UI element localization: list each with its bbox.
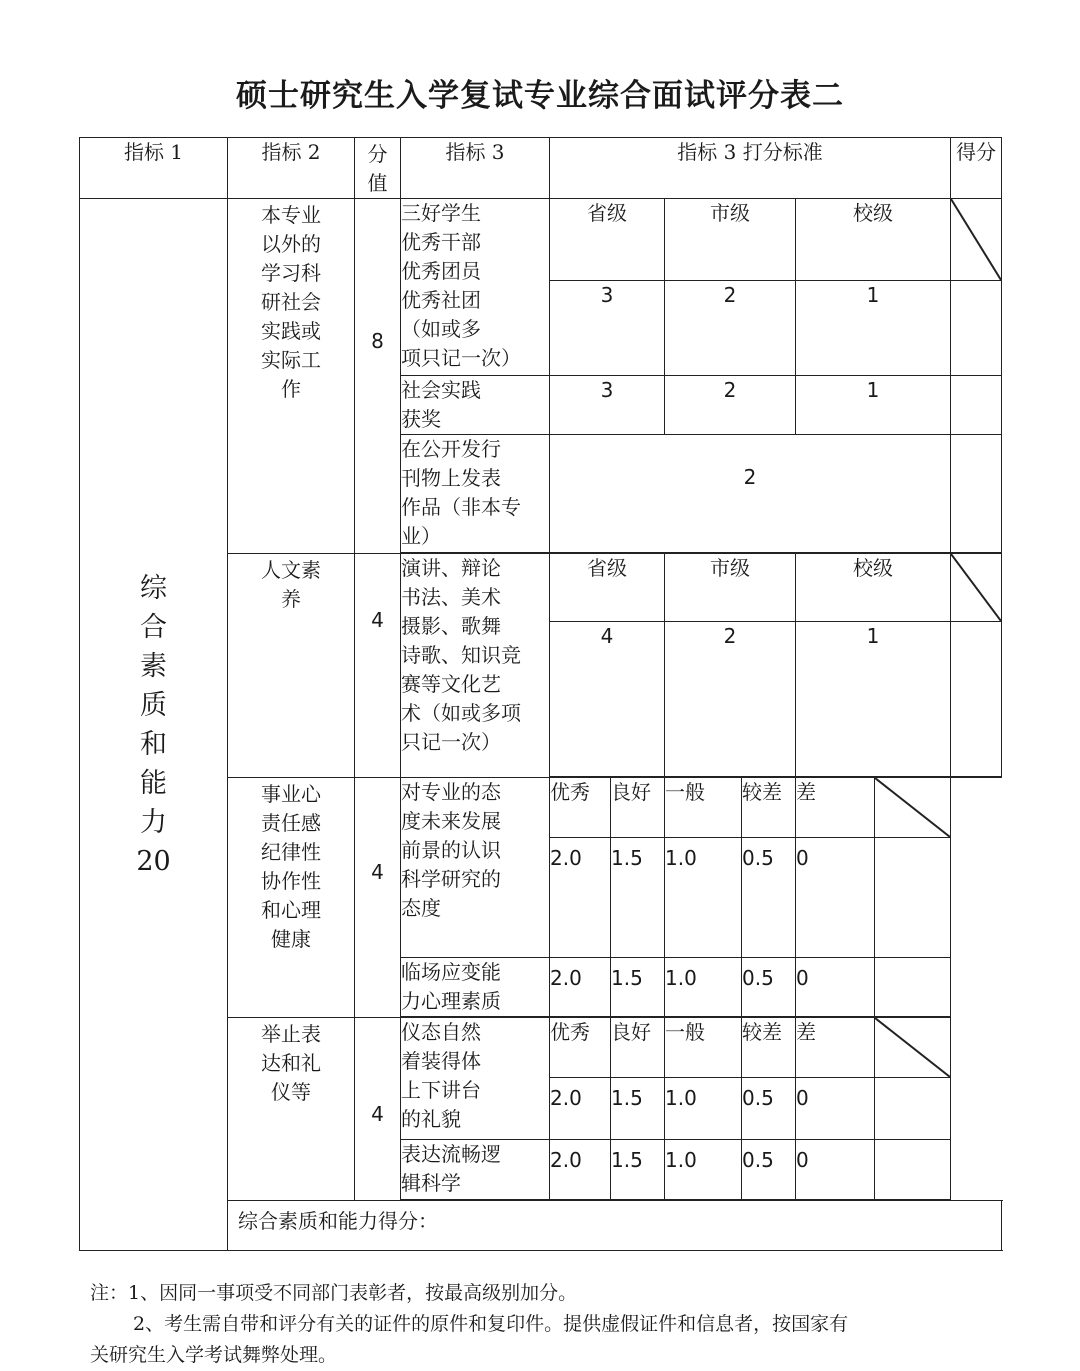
score-input-cell[interactable] xyxy=(951,376,1002,435)
score-input-cell[interactable] xyxy=(951,622,1002,777)
grade-poor: 较差 xyxy=(742,1018,796,1078)
diagonal-cell xyxy=(875,1018,951,1078)
header-index1: 指标 1 xyxy=(80,138,228,199)
header-score-line2: 值 xyxy=(367,171,388,195)
grade-value: 0.5 xyxy=(742,838,796,958)
note-line-3: 关研究生入学考试舞弊处理。 xyxy=(90,1344,338,1366)
diagonal-line-icon xyxy=(951,554,1001,621)
grade-value: 0 xyxy=(796,1078,875,1140)
section-label-cell xyxy=(80,199,228,1251)
grade-average: 一般 xyxy=(665,1018,742,1078)
table-row xyxy=(80,199,1002,281)
diagonal-cell xyxy=(951,199,1002,281)
grade-value: 0 xyxy=(796,838,875,958)
g1-item2-points-provincial: 3 xyxy=(550,376,665,435)
page-title: 硕士研究生入学复试专业综合面试评分表二 xyxy=(236,78,844,114)
score-input-cell[interactable] xyxy=(951,281,1002,376)
section-label: 综 合 素 质 和 能 力 20 xyxy=(136,572,171,877)
grade-excellent: 优秀 xyxy=(550,778,611,838)
g3-score-value: 4 xyxy=(355,778,401,1018)
grade-value: 1.0 xyxy=(665,1140,742,1200)
header-index3: 指标 3 xyxy=(401,138,550,199)
grade-value: 0 xyxy=(796,1140,875,1200)
header-score-line1: 分 xyxy=(367,142,388,166)
grade-value: 0.5 xyxy=(742,958,796,1017)
diagonal-line-icon xyxy=(875,778,950,837)
score-input-cell[interactable] xyxy=(951,435,1002,553)
grade-excellent: 优秀 xyxy=(550,1018,611,1078)
level-city: 市级 xyxy=(665,554,796,622)
grade-value: 1.5 xyxy=(611,1140,665,1200)
grade-bad: 差 xyxy=(796,778,875,838)
grade-poor: 较差 xyxy=(742,778,796,838)
notes xyxy=(90,1278,1010,1371)
g2-points-city: 2 xyxy=(665,622,796,777)
score-input-cell[interactable] xyxy=(875,958,951,1017)
level-school: 校级 xyxy=(796,554,951,622)
g1-item1: 三好学生 优秀干部 优秀团员 优秀社团 （如或多 项只记一次） xyxy=(401,199,550,376)
diagonal-line-icon xyxy=(951,199,1001,280)
g1-item1-points-city: 2 xyxy=(665,281,796,376)
grade-value: 0 xyxy=(796,958,875,1017)
grade-value: 1.0 xyxy=(665,958,742,1017)
grade-average: 一般 xyxy=(665,778,742,838)
level-provincial: 省级 xyxy=(550,199,665,281)
grade-value: 2.0 xyxy=(550,1140,611,1200)
score-input-cell[interactable] xyxy=(875,1078,951,1140)
level-school: 校级 xyxy=(796,199,951,281)
g2-points-provincial: 4 xyxy=(550,622,665,777)
g1-item3: 在公开发行 刊物上发表 作品（非本专 业） xyxy=(401,435,550,553)
note-line-2: 2、考生需自带和评分有关的证件的原件和复印件。提供虚假证件和信息者，按国家有 xyxy=(133,1313,849,1335)
g2-score-value: 4 xyxy=(355,554,401,778)
score-input-cell[interactable] xyxy=(875,838,951,958)
header-criteria: 指标 3 打分标准 xyxy=(550,138,951,199)
level-provincial: 省级 xyxy=(550,554,665,622)
grade-value: 1.5 xyxy=(611,958,665,1017)
g4-score-value: 4 xyxy=(355,1018,401,1201)
header-score-value xyxy=(355,138,401,199)
grade-value: 1.0 xyxy=(665,838,742,958)
scoring-table xyxy=(79,137,1002,1251)
g2-name: 人文素 养 xyxy=(228,554,355,778)
grade-good: 良好 xyxy=(611,1018,665,1078)
g1-item1-points-provincial: 3 xyxy=(550,281,665,376)
diagonal-cell xyxy=(951,554,1002,622)
header-row xyxy=(80,138,1002,199)
grade-value: 1.0 xyxy=(665,1078,742,1140)
g2-points-school: 1 xyxy=(796,622,951,777)
grade-value: 2.0 xyxy=(550,958,611,1017)
level-city: 市级 xyxy=(665,199,796,281)
g1-item1-points-school: 1 xyxy=(796,281,951,376)
diagonal-line-icon xyxy=(875,1018,950,1077)
score-input-cell[interactable] xyxy=(875,1140,951,1200)
note-line-1: 注：1、因同一事项受不同部门表彰者，按最高级别加分。 xyxy=(90,1282,578,1304)
header-index2: 指标 2 xyxy=(228,138,355,199)
grade-value: 0.5 xyxy=(742,1140,796,1200)
g2-item: 演讲、辩论 书法、美术 摄影、歌舞 诗歌、知识竞 赛等文化艺 术（如或多项 只记一次） xyxy=(401,554,550,778)
g1-item2-points-school: 1 xyxy=(796,376,951,435)
g1-score-value: 8 xyxy=(355,199,401,554)
g3-item2: 临场应变能 力心理素质 xyxy=(401,958,550,1017)
g4-name: 举止表 达和礼 仪等 xyxy=(228,1018,355,1201)
g1-item3-points: 2 xyxy=(550,435,951,553)
g1-item2: 社会实践 获奖 xyxy=(401,376,550,435)
grade-good: 良好 xyxy=(611,778,665,838)
grade-value: 2.0 xyxy=(550,838,611,958)
grade-value: 2.0 xyxy=(550,1078,611,1140)
total-score-field[interactable] xyxy=(228,1201,1002,1251)
g4-item1: 仪态自然 着装得体 上下讲台 的礼貌 xyxy=(401,1018,550,1140)
grade-bad: 差 xyxy=(796,1018,875,1078)
grade-value: 0.5 xyxy=(742,1078,796,1140)
g1-item2-points-city: 2 xyxy=(665,376,796,435)
total-score-label: 综合素质和能力得分： xyxy=(238,1209,438,1233)
diagonal-cell xyxy=(875,778,951,838)
g3-item1: 对专业的态 度未来发展 前景的认识 科学研究的 态度 xyxy=(401,778,550,958)
g3-name: 事业心 责任感 纪律性 协作性 和心理 健康 xyxy=(228,778,355,1018)
g1-name: 本专业 以外的 学习科 研社会 实践或 实际工 作 xyxy=(228,199,355,554)
header-score: 得分 xyxy=(951,138,1002,199)
grade-value: 1.5 xyxy=(611,838,665,958)
g4-item2: 表达流畅逻 辑科学 xyxy=(401,1140,550,1200)
grade-value: 1.5 xyxy=(611,1078,665,1140)
